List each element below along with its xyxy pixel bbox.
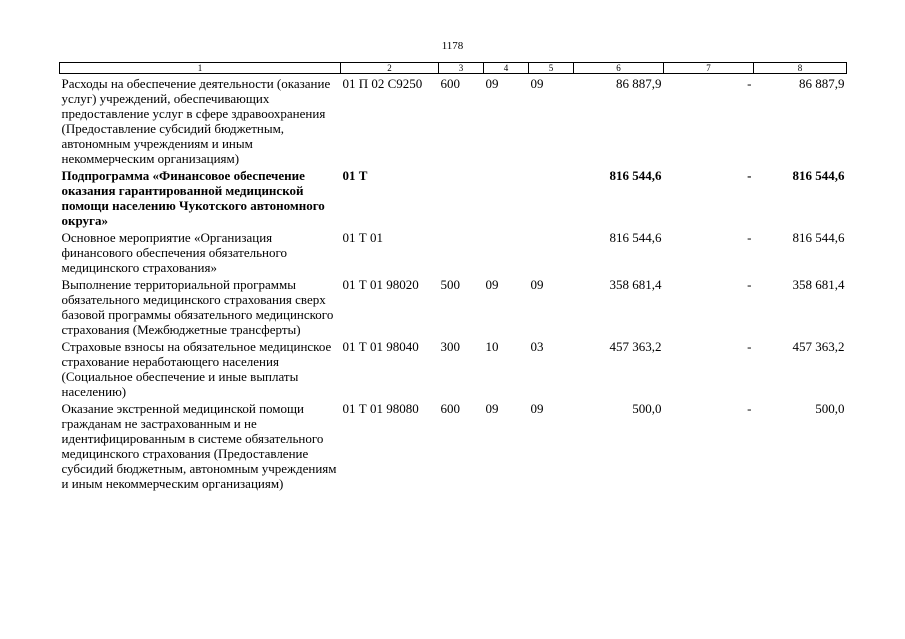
row-amount: 457 363,2 [609,339,662,354]
row-subsection: 03 [530,339,544,354]
row-change: - [747,76,752,91]
row-name: Подпрограмма «Финансовое обеспечение оказания гарантированной медицинской помощи населению Чукотского автономного округа» [61,168,325,228]
table-row [60,74,847,167]
row-subsection: 09 [530,277,544,292]
table-row [60,228,847,275]
header-col-4: 4 [484,63,529,74]
row-total: 500,0 [815,401,845,416]
row-total: 457 363,2 [792,339,845,354]
row-change: - [747,230,752,245]
row-expense-type [439,228,484,275]
table-row [60,275,847,337]
row-section: 09 [485,401,499,416]
row-section: 10 [485,339,499,354]
row-target-code: 01 Т 01 98080 [342,401,419,416]
row-name: Расходы на обеспечение деятельности (оказание услуг) учреждений, обеспечивающих предоставление услуг в сфере здравоохранения (Предоставление субсидий бюджетным, автономным учреждениям и иным некоммерческим организациям) [61,76,331,166]
row-amount: 86 887,9 [616,76,662,91]
row-section: 09 [485,277,499,292]
row-name: Выполнение территориальной программы обязательного медицинского страхования сверх базовой программы обязательного медицинского страхования (Межбюджетные трансферты) [61,277,334,337]
row-amount: 358 681,4 [609,277,662,292]
table-row [60,166,847,228]
table-row [60,399,847,491]
row-subsection: 09 [530,401,544,416]
header-col-8: 8 [754,63,847,74]
table-row [60,337,847,399]
row-expense-type: 600 [440,76,460,91]
row-name: Основное мероприятие «Организация финансового обеспечения обязательного медицинского страхования» [61,230,287,275]
row-expense-type: 500 [440,277,460,292]
header-col-2: 2 [341,63,439,74]
row-expense-type: 300 [440,339,460,354]
budget-table [59,62,847,491]
row-name: Страховые взносы на обязательное медицинское страхование неработающего населения (Социальное обеспечение и иные выплаты населению) [61,339,332,399]
header-col-1: 1 [60,63,341,74]
header-col-3: 3 [439,63,484,74]
row-target-code: 01 Т 01 98040 [342,339,419,354]
header-col-7: 7 [664,63,754,74]
row-change: - [747,168,752,183]
row-target-code: 01 П 02 С9250 [342,76,423,91]
row-expense-type [439,166,484,228]
table-body [60,74,847,492]
row-amount: 816 544,6 [609,168,662,183]
row-amount: 816 544,6 [609,230,662,245]
row-section [484,166,529,228]
table-header [60,63,847,74]
row-change: - [747,339,752,354]
row-change: - [747,277,752,292]
page-number: 1178 [441,40,464,52]
row-total: 358 681,4 [792,277,845,292]
row-subsection [529,228,574,275]
header-col-6: 6 [574,63,664,74]
header-row [60,63,847,74]
row-total: 816 544,6 [792,168,845,183]
row-subsection: 09 [530,76,544,91]
row-total: 86 887,9 [799,76,845,91]
row-name: Оказание экстренной медицинской помощи гражданам не застрахованным и не идентифицированным в системе обязательного медицинского страхования (Предоставление субсидий бюджетным, автономным учреждениям и иным некоммерческим организациям) [61,401,337,491]
row-target-code: 01 Т [342,168,368,183]
row-amount: 500,0 [632,401,662,416]
row-change: - [747,401,752,416]
header-col-5: 5 [529,63,574,74]
row-section: 09 [485,76,499,91]
row-section [484,228,529,275]
row-target-code: 01 Т 01 98020 [342,277,419,292]
row-total: 816 544,6 [792,230,845,245]
row-expense-type: 600 [440,401,460,416]
row-subsection [529,166,574,228]
row-target-code: 01 Т 01 [342,230,383,245]
